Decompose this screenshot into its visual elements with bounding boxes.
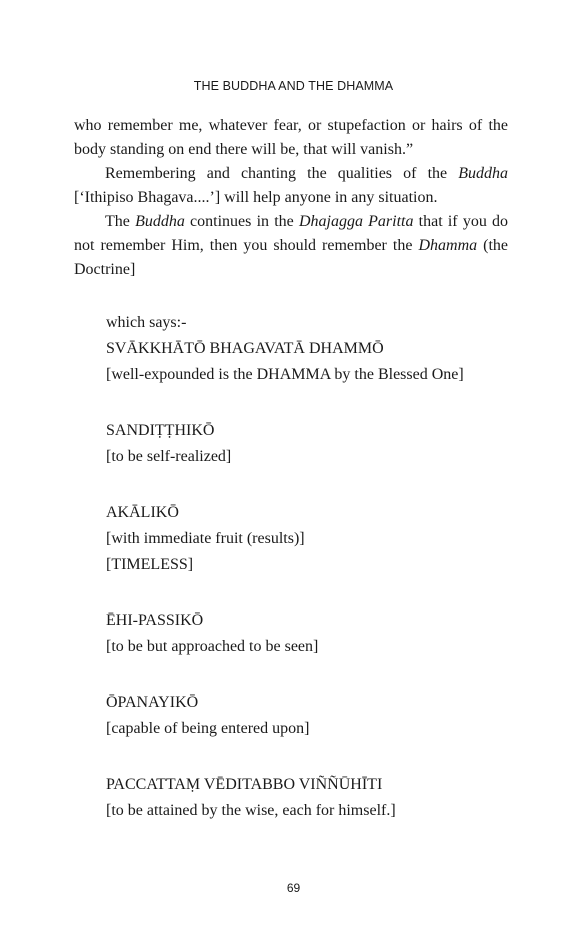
quality-gloss: [to be self-realized] — [106, 448, 232, 465]
text-run: (the Doctrine] — [74, 237, 509, 278]
paragraph-2 — [74, 162, 508, 210]
text-run: The — [105, 213, 136, 230]
quality-gloss: [to be attained by the wise, each for himself.] — [106, 802, 396, 819]
pali-quality: SVĀKKHĀTŌ BHAGAVATĀ DHAMMŌ — [106, 340, 384, 357]
verse-block — [106, 310, 526, 824]
quality-gloss: [capable of being entered upon] — [106, 720, 310, 737]
pali-quality: PACCATTAṂ VĒDITABBO VIÑÑŪHĪTI — [106, 776, 383, 793]
pali-quality: ŌPANAYIKŌ — [106, 694, 199, 711]
text-run: [‘Ithipiso Bhagava....’] will help anyone in any situation. — [74, 189, 438, 206]
text-run: Remembering and chanting the qualities of the — [105, 165, 459, 182]
quality-gloss: [to be but approached to be seen] — [106, 638, 319, 655]
body-text — [74, 114, 508, 282]
italic-term: Buddha — [135, 213, 185, 230]
verse-intro: which says:- — [106, 314, 187, 331]
italic-term: Buddha — [458, 165, 508, 182]
italic-term: Dhajagga Paritta — [298, 213, 414, 230]
quality-gloss: [TIMELESS] — [106, 556, 194, 573]
paragraph-1: who remember me, whatever fear, or stupefaction or hairs of the body standing on end there will be, that will vanish.” — [74, 117, 508, 158]
page-number: 69 — [286, 881, 301, 895]
italic-term: Dhamma — [418, 237, 478, 254]
quality-gloss: [with immediate fruit (results)] — [106, 530, 305, 547]
quality-gloss: [well-expounded is the DHAMMA by the Blessed One] — [106, 366, 464, 383]
paragraph-3 — [74, 210, 508, 282]
text-run: that if you do not remember Him, then you should remember the — [74, 213, 509, 254]
running-head: THE BUDDHA AND THE DHAMMA — [193, 79, 394, 93]
pali-quality: SANDIṬṬHIKŌ — [106, 422, 215, 439]
text-run: continues in the — [184, 213, 299, 230]
pali-quality: ĒHI-PASSIKŌ — [106, 612, 204, 629]
pali-quality: AKĀLIKŌ — [106, 504, 179, 521]
